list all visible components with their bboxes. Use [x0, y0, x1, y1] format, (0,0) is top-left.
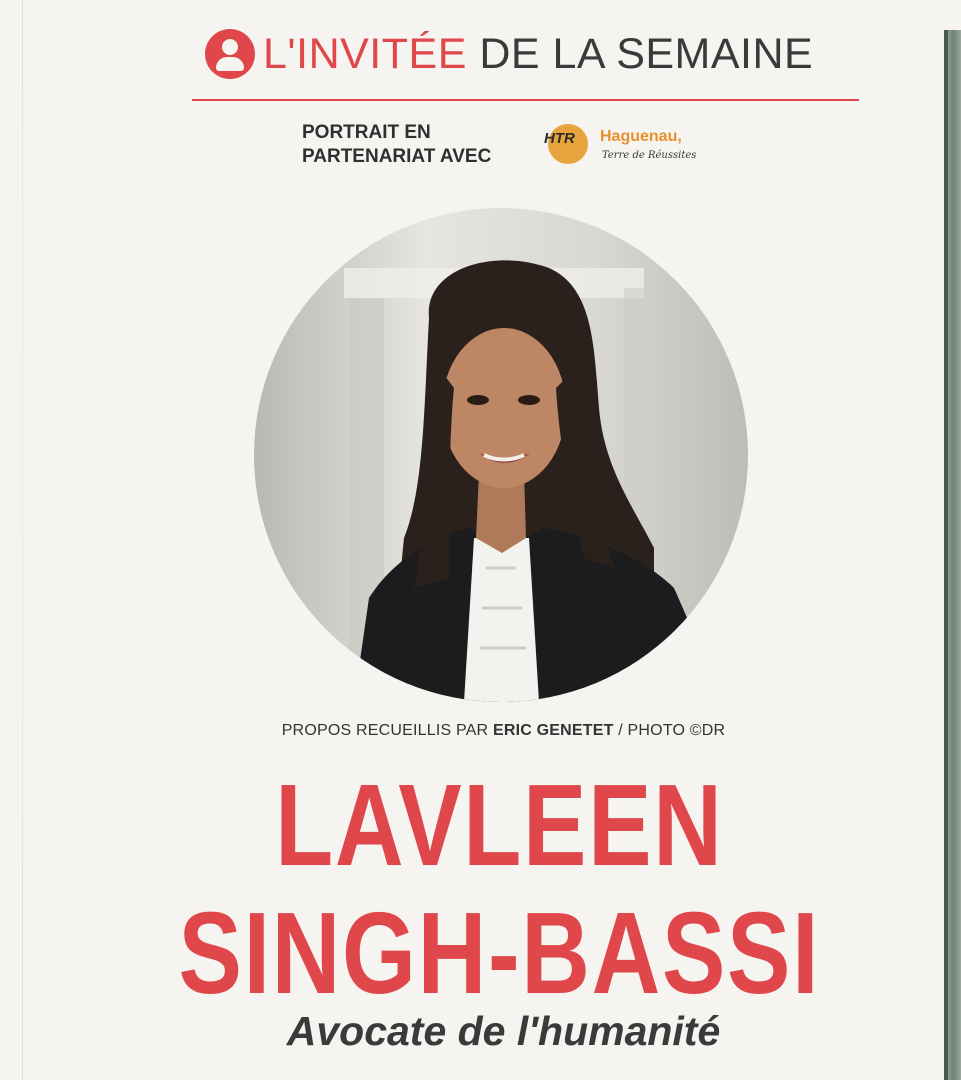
- scan-edge-left: [22, 0, 23, 1080]
- partnership-text: [302, 121, 491, 169]
- portrait-photo: [254, 208, 748, 702]
- logo-tagline: Terre de Réussites: [602, 150, 697, 161]
- section-title-accent: L'INVITÉE: [263, 29, 467, 78]
- scan-edge-right: [948, 30, 961, 1080]
- partnership-line-2: PARTENARIAT AVEC: [302, 146, 492, 167]
- header-divider: [192, 99, 859, 101]
- section-header: [205, 26, 813, 82]
- guest-name-line-2: SINGH-BASSI: [178, 888, 821, 1018]
- section-title-rest: DE LA SEMAINE: [466, 29, 814, 78]
- guest-name-line-1: LAVLEEN: [275, 760, 724, 890]
- credits-prefix: PROPOS RECUEILLIS PAR: [281, 722, 493, 739]
- partner-logo: [542, 122, 702, 170]
- section-title: [263, 30, 813, 79]
- user-icon: [205, 29, 255, 79]
- credits-author: ERIC GENETET: [492, 722, 614, 739]
- photo-credits: [0, 722, 961, 740]
- logo-mark: HTR: [544, 130, 575, 147]
- article-subtitle: Avocate de l'humanité: [286, 1008, 721, 1054]
- credits-suffix: / PHOTO ©DR: [613, 722, 726, 739]
- portrait-illustration: [254, 208, 748, 702]
- partnership-line-1: PORTRAIT EN: [302, 122, 431, 143]
- logo-name: Haguenau,: [600, 128, 682, 145]
